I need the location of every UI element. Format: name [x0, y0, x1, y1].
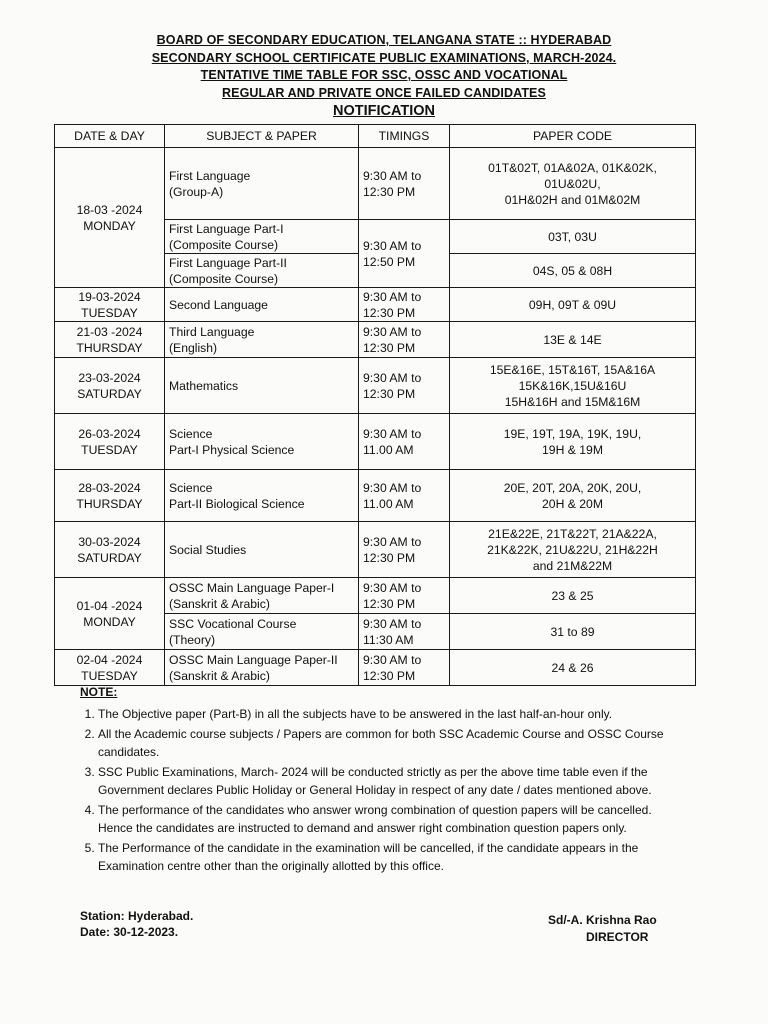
table-row: [55, 470, 696, 522]
notes-title: NOTE:: [80, 685, 118, 699]
signature-text: Sd/-A. Krishna Rao: [548, 913, 657, 927]
document-header: [0, 32, 768, 120]
subject-cell: First Language Part-I (Composite Course): [165, 220, 359, 254]
director-title: DIRECTOR: [586, 930, 649, 944]
exam-title: SECONDARY SCHOOL CERTIFICATE PUBLIC EXAMINATIONS, MARCH-2024.: [151, 50, 617, 65]
date-cell: 01-04 -2024 MONDAY: [55, 578, 165, 650]
date-cell: 26-03-2024 TUESDAY: [55, 414, 165, 470]
subject-cell: Second Language: [165, 288, 359, 322]
col-header-date: DATE & DAY: [55, 125, 165, 148]
signature-block: [548, 912, 657, 946]
col-header-code: PAPER CODE: [450, 125, 696, 148]
timing-cell: 9:30 AM to 12:30 PM: [359, 522, 450, 578]
timing-cell: 9:30 AM to 12:50 PM: [359, 220, 450, 288]
timetable: [54, 124, 696, 686]
date-cell: 30-03-2024 SATURDAY: [55, 522, 165, 578]
subject-cell: Mathematics: [165, 358, 359, 414]
timing-cell: 9:30 AM to 11.00 AM: [359, 470, 450, 522]
date-cell: 18-03 -2024 MONDAY: [55, 148, 165, 288]
table-row: [55, 522, 696, 578]
paper-code-cell: 15E&16E, 15T&16T, 15A&16A 15K&16K,15U&16U 15H&16H and 15M&16M: [450, 358, 696, 414]
subject-cell: SSC Vocational Course (Theory): [165, 614, 359, 650]
paper-code-cell: 01T&02T, 01A&02A, 01K&02K, 01U&02U, 01H&02H and 01M&02M: [450, 148, 696, 220]
paper-code-cell: 23 & 25: [450, 578, 696, 614]
timing-cell: 9:30 AM to 11.00 AM: [359, 414, 450, 470]
subject-cell: Social Studies: [165, 522, 359, 578]
date-cell: 23-03-2024 SATURDAY: [55, 358, 165, 414]
table-row: [55, 358, 696, 414]
date-cell: 19-03-2024 TUESDAY: [55, 288, 165, 322]
subject-cell: First Language (Group-A): [165, 148, 359, 220]
timing-cell: 9:30 AM to 12:30 PM: [359, 578, 450, 614]
candidates-title: REGULAR AND PRIVATE ONCE FAILED CANDIDATES: [222, 85, 546, 100]
table-row: [55, 322, 696, 358]
timetable-title: TENTATIVE TIME TABLE FOR SSC, OSSC AND VOCATIONAL: [200, 68, 568, 82]
station-date-block: [80, 908, 193, 940]
subject-cell: Third Language (English): [165, 322, 359, 358]
paper-code-cell: 13E & 14E: [450, 322, 696, 358]
subject-cell: Science Part-II Biological Science: [165, 470, 359, 522]
note-item: 3. SSC Public Examinations, March- 2024 will be conducted strictly as per the above time table even if the Government declares Public Holiday or General Holiday in respect of any date / dates mentioned above.: [98, 764, 670, 799]
col-header-subject: SUBJECT & PAPER: [165, 125, 359, 148]
note-item: 5. The Performance of the candidate in the examination will be cancelled, if the candidate appears in the Examination centre other than the originally allotted by this office.: [98, 840, 670, 875]
col-header-timings: TIMINGS: [359, 125, 450, 148]
date-cell: 21-03 -2024 THURSDAY: [55, 322, 165, 358]
notification-heading: NOTIFICATION: [332, 103, 436, 119]
table-row: [55, 578, 696, 614]
timing-cell: 9:30 AM to 12:30 PM: [359, 148, 450, 220]
note-item: 4. The performance of the candidates who answer wrong combination of question papers will be cancelled. Hence the candidates are instructed to demand and answer right combination question papers only.: [98, 802, 670, 837]
paper-code-cell: 31 to 89: [450, 614, 696, 650]
note-item: 1. The Objective paper (Part-B) in all the subjects have to be answered in the last half-an-hour only.: [98, 706, 670, 724]
paper-code-cell: 04S, 05 & 08H: [450, 254, 696, 288]
subject-cell: OSSC Main Language Paper-I (Sanskrit & Arabic): [165, 578, 359, 614]
note-item: 2. All the Academic course subjects / Papers are common for both SSC Academic Course and OSSC Course candidates.: [98, 726, 670, 761]
notes-section: [80, 684, 670, 878]
table-row: [55, 288, 696, 322]
station-text: Station: Hyderabad.: [80, 909, 194, 923]
table-row: [55, 148, 696, 220]
timing-cell: 9:30 AM to 12:30 PM: [359, 322, 450, 358]
timing-cell: 9:30 AM to 12:30 PM: [359, 288, 450, 322]
board-title: BOARD OF SECONDARY EDUCATION, TELANGANA STATE :: HYDERABAD: [156, 33, 612, 47]
timing-cell: 9:30 AM to 12:30 PM: [359, 650, 450, 686]
date-cell: 28-03-2024 THURSDAY: [55, 470, 165, 522]
subject-cell: OSSC Main Language Paper-II (Sanskrit & Arabic): [165, 650, 359, 686]
subject-cell: Science Part-I Physical Science: [165, 414, 359, 470]
subject-cell: First Language Part-II (Composite Course): [165, 254, 359, 288]
table-row: [55, 650, 696, 686]
paper-code-cell: 24 & 26: [450, 650, 696, 686]
issue-date-text: Date: 30-12-2023.: [80, 925, 179, 939]
table-row: [55, 414, 696, 470]
timing-cell: 9:30 AM to 12:30 PM: [359, 358, 450, 414]
paper-code-cell: 21E&22E, 21T&22T, 21A&22A, 21K&22K, 21U&22U, 21H&22H and 21M&22M: [450, 522, 696, 578]
table-header-row: [55, 125, 696, 148]
timing-cell: 9:30 AM to 11:30 AM: [359, 614, 450, 650]
paper-code-cell: 03T, 03U: [450, 220, 696, 254]
paper-code-cell: 19E, 19T, 19A, 19K, 19U, 19H & 19M: [450, 414, 696, 470]
notes-list: [80, 706, 670, 876]
date-cell: 02-04 -2024 TUESDAY: [55, 650, 165, 686]
paper-code-cell: 09H, 09T & 09U: [450, 288, 696, 322]
paper-code-cell: 20E, 20T, 20A, 20K, 20U, 20H & 20M: [450, 470, 696, 522]
